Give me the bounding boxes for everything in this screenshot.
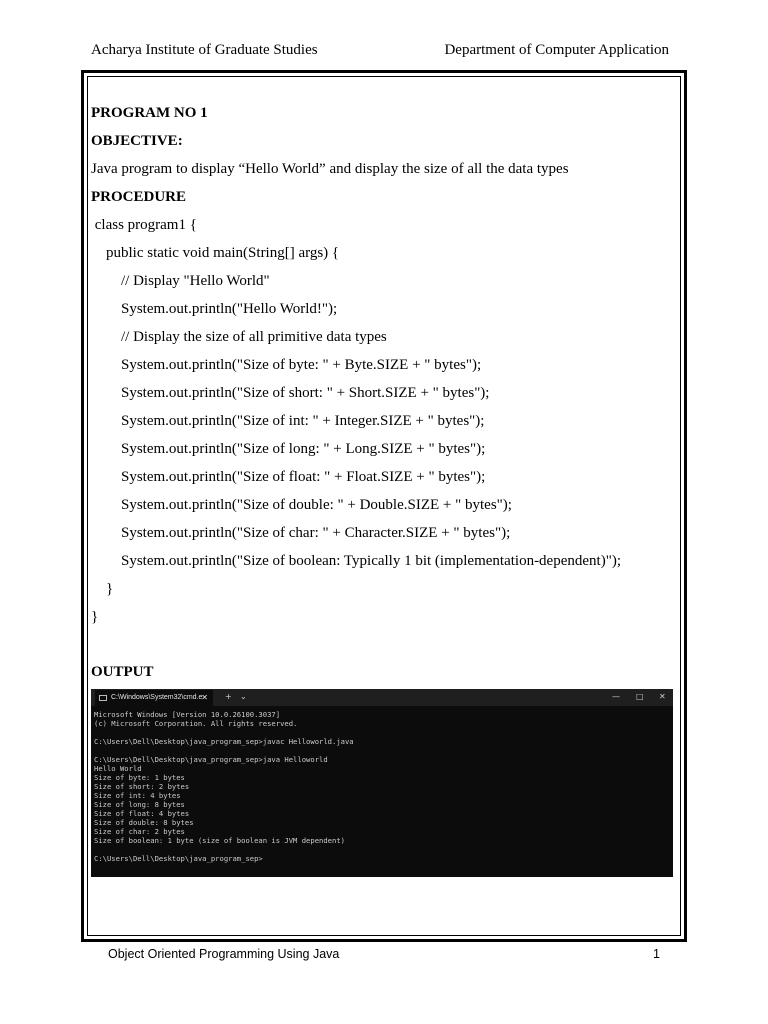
console-line: Size of boolean: 1 byte (size of boolean is JVM dependent) [94, 836, 345, 845]
department-name: Department of Computer Application [444, 42, 669, 58]
page-footer [108, 947, 660, 965]
console-line: Size of double: 8 bytes [94, 818, 194, 827]
page-header [91, 42, 669, 62]
page-number: 1 [653, 947, 660, 961]
chevron-down-icon: ⌄ [240, 692, 247, 701]
console-titlebar [91, 689, 673, 706]
code-line: System.out.println("Size of boolean: Typically 1 bit (implementation-dependent)"); [91, 553, 621, 569]
console-line: C:\Users\Dell\Desktop\java_program_sep>java Helloworld [94, 755, 328, 764]
maximize-icon: □ [636, 692, 644, 701]
console-line: Size of float: 4 bytes [94, 809, 190, 818]
console-line: Microsoft Windows [Version 10.0.26100.3037] [94, 710, 281, 719]
console-line: Size of char: 2 bytes [94, 827, 185, 836]
code-line: } [91, 609, 99, 625]
new-tab-icon: + [225, 692, 232, 701]
code-line: System.out.println("Size of short: " + Short.SIZE + " bytes"); [91, 385, 490, 401]
code-line: class program1 { [91, 217, 197, 233]
code-line: System.out.println("Size of char: " + Character.SIZE + " bytes"); [91, 525, 511, 541]
code-line: System.out.println("Size of byte: " + Byte.SIZE + " bytes"); [91, 357, 482, 373]
console-line: Size of long: 8 bytes [94, 800, 185, 809]
code-line: public static void main(String[] args) { [91, 245, 340, 261]
close-icon: ✕ [659, 692, 666, 701]
terminal-icon [99, 695, 107, 701]
procedure-heading: PROCEDURE [91, 189, 187, 205]
course-title: Object Oriented Programming Using Java [108, 947, 340, 961]
console-screenshot [91, 689, 673, 877]
console-line: Size of byte: 1 bytes [94, 773, 185, 782]
code-line: } [91, 581, 114, 597]
console-tab-title: C:\Windows\System32\cmd.e [111, 694, 203, 701]
tab-close-icon: ✕ [201, 693, 208, 702]
console-line: Size of int: 4 bytes [94, 791, 181, 800]
console-tab [95, 690, 213, 706]
console-line: Hello World [94, 764, 142, 773]
code-line: System.out.println("Size of int: " + Integer.SIZE + " bytes"); [91, 413, 485, 429]
minimize-icon: — [612, 692, 620, 701]
code-line: System.out.println("Size of double: " + Double.SIZE + " bytes"); [91, 497, 512, 513]
objective-text: Java program to display “Hello World” and display the size of all the data types [91, 161, 569, 177]
console-line: C:\Users\Dell\Desktop\java_program_sep> [94, 854, 263, 863]
code-line: System.out.println("Size of long: " + Long.SIZE + " bytes"); [91, 441, 486, 457]
program-heading: PROGRAM NO 1 [91, 105, 208, 121]
code-line: System.out.println("Size of float: " + Float.SIZE + " bytes"); [91, 469, 486, 485]
institute-name: Acharya Institute of Graduate Studies [91, 42, 318, 58]
code-line: // Display the size of all primitive data types [91, 329, 387, 345]
code-line: System.out.println("Hello World!"); [91, 301, 338, 317]
console-line: (c) Microsoft Corporation. All rights reserved. [94, 719, 298, 728]
objective-heading: OBJECTIVE: [91, 133, 183, 149]
code-line: // Display "Hello World" [91, 273, 270, 289]
output-heading: OUTPUT [91, 664, 154, 680]
console-line: Size of short: 2 bytes [94, 782, 190, 791]
console-line: C:\Users\Dell\Desktop\java_program_sep>javac Helloworld.java [94, 737, 354, 746]
